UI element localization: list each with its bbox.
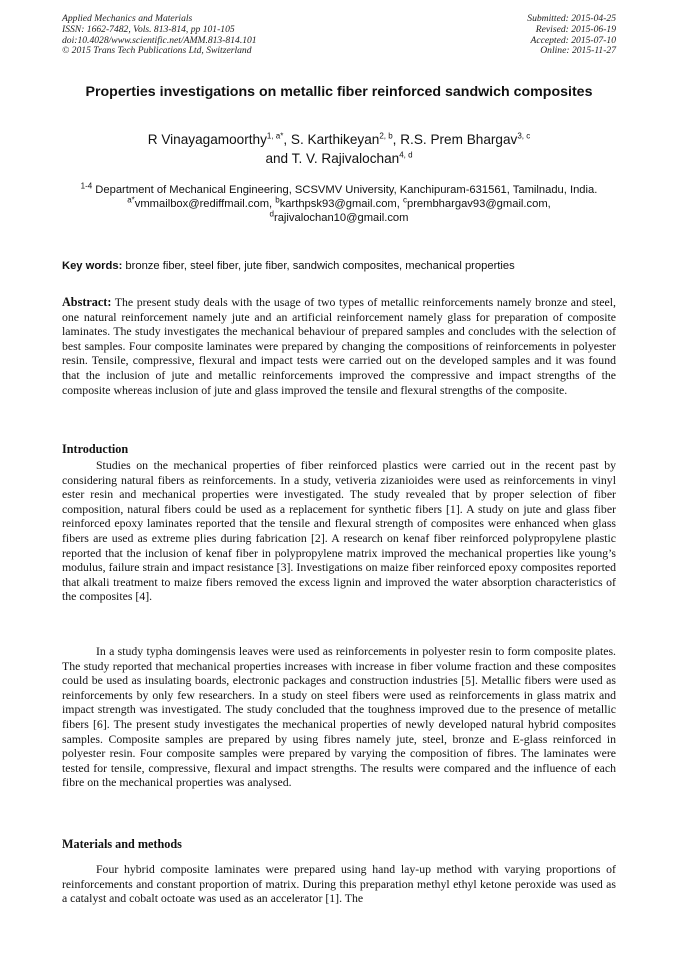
- paragraph-text: In a study typha domingensis leaves were used as reinforcements in polyester resin to form composite plates. The study reported that mechanical properties increases with increase in fiber volume fraction and these composites could be used as insulating boards, electronic packages and construction industries [5]. Metallic fibers were used as reinforcements by only few researchers. In a study on steel fibers were used as reinforcements in glass matrix and impact strength was investigated. The study concluded that the toughness improved due to the presence of metallic fibers [6]. The present study investigates the mechanical properties of newly developed natural hybrid composites samples. Composite samples are prepared by using fibres namely jute, steel, bronze and E-glass reinforced in polyester resin. Four composite samples were prepared by varying the composition of fibres. The laminates were tested for tensile, compressive, flexural and impact strengths. The results were compared and the influence of each fibre on the mechanical properties was analysed.: [62, 644, 616, 790]
- department-text: Department of Mechanical Engineering, SCSVMV University, Kanchipuram-631561, Tamilnadu, India.: [92, 184, 598, 196]
- affiliation-mark: 1-4: [80, 181, 93, 191]
- email-link[interactable]: karthpsk93@gmail.com,: [279, 198, 403, 210]
- introduction-paragraph-2: [62, 644, 616, 790]
- introduction-paragraph-1: [62, 458, 616, 604]
- author-list: [62, 130, 616, 168]
- section-heading-materials: Materials and methods: [62, 837, 182, 851]
- section-heading-introduction: Introduction: [62, 442, 129, 456]
- author-name: and T. V. Rajivalochan: [265, 151, 400, 166]
- date-submitted: Submitted: 2015-04-25: [527, 13, 616, 24]
- journal-info: [62, 14, 257, 57]
- author-affiliation-mark: 2, b: [379, 131, 393, 141]
- email-link[interactable]: vmmailbox@rediffmail.com,: [134, 198, 276, 210]
- author-affiliation-mark: 1, a*: [266, 131, 284, 141]
- affiliation-block: [62, 183, 616, 225]
- journal-copyright: © 2015 Trans Tech Publications Ltd, Switzerland: [62, 45, 252, 57]
- author-affiliation-mark: 3, c: [517, 131, 531, 141]
- email-link[interactable]: rajivalochan10@gmail.com: [273, 212, 409, 224]
- keywords: [62, 259, 616, 273]
- abstract-label: Abstract:: [62, 295, 112, 309]
- date-revised: Revised: 2015-06-19: [535, 23, 616, 35]
- submission-dates: [527, 14, 616, 57]
- author-name: , R.S. Prem Bhargav: [392, 132, 518, 147]
- email-mark: d: [269, 209, 274, 219]
- email-mark: b: [275, 195, 280, 205]
- journal-doi: doi:10.4028/www.scientific.net/AMM.813-814.101: [62, 34, 257, 46]
- date-online: Online: 2015-11-27: [540, 45, 616, 57]
- author-affiliation-mark: 4, d: [399, 150, 413, 160]
- date-accepted: Accepted: 2015-07-10: [530, 34, 616, 46]
- abstract: [62, 295, 616, 397]
- journal-name: Applied Mechanics and Materials: [62, 13, 193, 24]
- abstract-text: The present study deals with the usage of two types of metallic reinforcements namely bronze and steel, one natural reinforcement namely jute and an artificial reinforcement namely glass for preparation of composite laminates. The study investigates the mechanical behaviour of prepared samples and concludes with the selection of best samples. Four composite laminates were prepared by changing the compositions of reinforcements in polyester resin. Tensile, compressive, flexural and impact tests were carried out on the developed samples and it was found that the inclusion of jute and metallic reinforcements improved the compressive and impact strengths of the composite whereas inclusion of jute and glass improved the tensile and flexural strengths of the composite.: [62, 295, 616, 397]
- email-link[interactable]: prembhargav93@gmail.com,: [406, 198, 551, 210]
- author-name: , S. Karthikeyan: [283, 132, 380, 147]
- paragraph-text: Four hybrid composite laminates were prepared using hand lay-up method with varying proportions of reinforcements and constant proportion of matrix. During this preparation methyl ethyl ketone peroxide was used as a catalyst and cobalt octoate was used as an accelerator [1]. The: [62, 862, 616, 906]
- materials-paragraph-1: [62, 862, 616, 906]
- paragraph-text: Studies on the mechanical properties of fiber reinforced plastics were carried out in the recent past by considering natural fibers as reinforcements. In a study, vetiveria zizanioides were used as reinforcements in vinyl ester resin and mechanical properties were investigated. The study revealed that by proper selection of fiber composition, natural fibers could be used as a replacement for synthetic fibers [1]. A study on jute and glass fiber reinforced epoxy laminates reported that the tensile and flexural strength of composites were enhanced when glass fibers are used as extreme plies during fabrication [2]. A research on kenaf fiber reinforced polypropylene plastic reported that the inclusion of kenaf fiber in polypropylene matrix improved the mechanical properties like young’s modulus, failure strain and impact resistance [3]. Investigations on maize fiber reinforced epoxy composites reported that alkali treatment to maize fibers removed the excess lignin and improved the water absorption characteristics of the composites [4].: [62, 458, 616, 604]
- paper-title: Properties investigations on metallic fiber reinforced sandwich composites: [85, 84, 593, 100]
- keywords-label: Key words:: [62, 260, 123, 272]
- keywords-text: bronze fiber, steel fiber, jute fiber, sandwich composites, mechanical properties: [122, 260, 515, 272]
- email-mark: a*: [127, 195, 135, 205]
- journal-issn: ISSN: 1662-7482, Vols. 813-814, pp 101-105: [62, 23, 235, 35]
- author-emails: [62, 197, 616, 225]
- email-mark: c: [402, 195, 407, 205]
- author-name: R Vinayagamoorthy: [147, 132, 267, 147]
- affiliation-department: [62, 183, 616, 197]
